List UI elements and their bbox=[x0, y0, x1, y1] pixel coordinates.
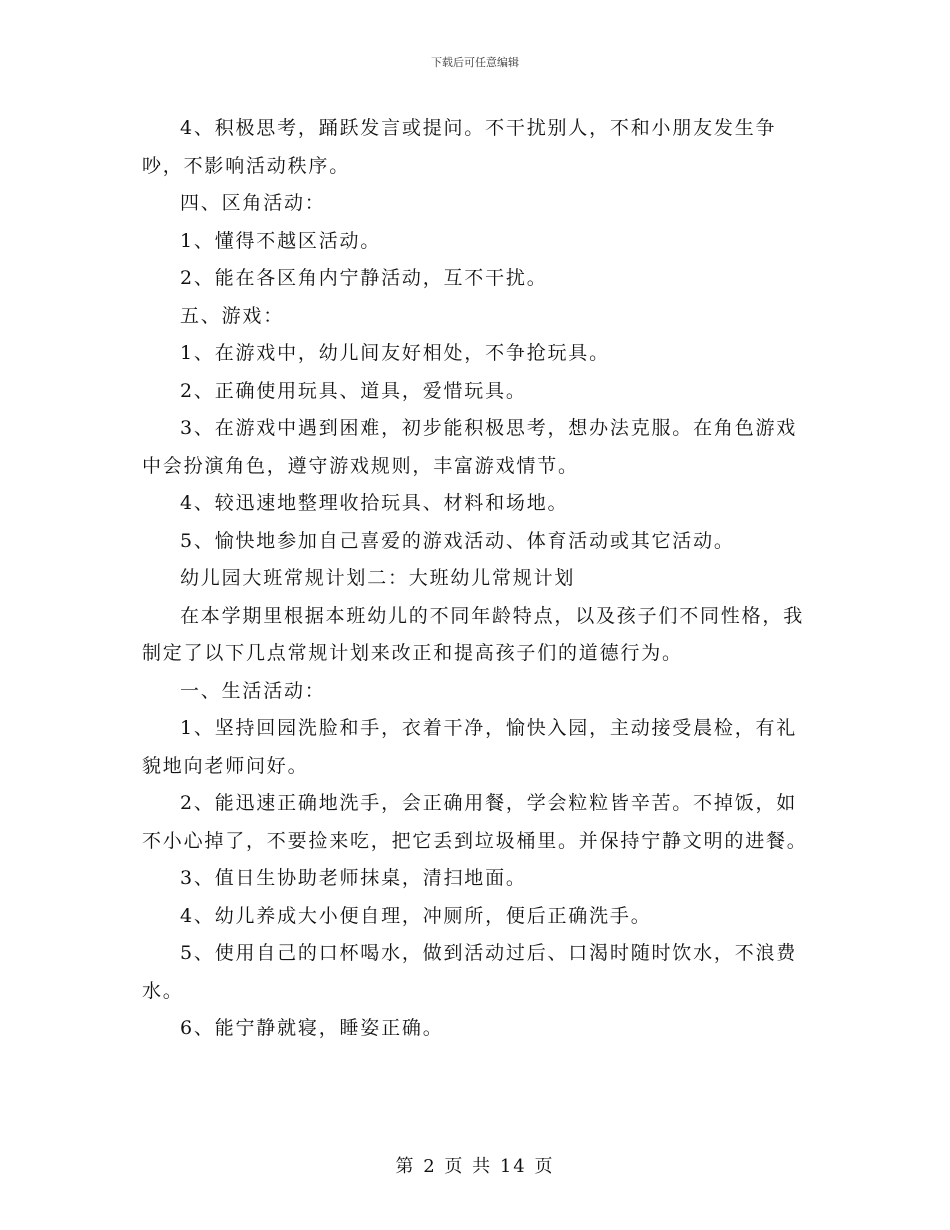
paragraph: 4、较迅速地整理收拾玩具、材料和场地。 bbox=[180, 492, 569, 514]
paragraph: 5、使用自己的口杯喝水，做到活动过后、口渴时随时饮水，不浪费水。 bbox=[142, 942, 798, 1002]
page-number: 第 2 页 共 14 页 bbox=[395, 1156, 555, 1177]
paragraph: 在本学期里根据本班幼儿的不同年龄特点，以及孩子们不同性格，我制定了以下几点常规计划来改正和提高孩子们的道德行为。 bbox=[142, 604, 805, 664]
paragraph: 1、在游戏中，幼儿间友好相处，不争抢玩具。 bbox=[180, 342, 610, 364]
paragraph: 4、幼儿养成大小便自理，冲厕所，便后正确洗手。 bbox=[180, 904, 652, 927]
paragraph: 5、愉快地参加自己喜爱的游戏活动、体育活动或其它活动。 bbox=[180, 529, 735, 552]
document-body bbox=[142, 110, 808, 1048]
paragraph: 1、坚持回园洗脸和手，衣着干净，愉快入园，主动接受晨检，有礼貌地向老师问好。 bbox=[142, 717, 798, 777]
paragraph: 2、正确使用玩具、道具，爱惜玩具。 bbox=[180, 379, 527, 402]
section-heading: 五、游戏： bbox=[180, 304, 285, 327]
plan-title: 幼儿园大班常规计划二：大班幼儿常规计划 bbox=[180, 567, 576, 589]
paragraph: 6、能宁静就寝，睡姿正确。 bbox=[180, 1017, 444, 1039]
paragraph: 4、积极思考，踊跃发言或提问。不干扰别人，不和小朋友发生争吵，不影响活动秩序。 bbox=[142, 117, 777, 177]
section-heading: 四、区角活动： bbox=[180, 192, 326, 214]
header-note: 下载后可任意编辑 bbox=[431, 56, 519, 69]
paragraph: 2、能在各区角内宁静活动，互不干扰。 bbox=[180, 267, 548, 289]
section-heading: 一、生活活动： bbox=[180, 679, 326, 702]
paragraph: 3、值日生协助老师抹桌，清扫地面。 bbox=[180, 867, 527, 889]
paragraph: 3、在游戏中遇到困难，初步能积极思考，想办法克服。在角色游戏中会扮演角色，遵守游戏规则，丰富游戏情节。 bbox=[142, 417, 798, 477]
paragraph: 2、能迅速正确地洗手，会正确用餐，学会粒粒皆辛苦。不掉饭，如不小心掉了，不要捡来吃，把它丢到垃圾桶里。并保持宁静文明的进餐。 bbox=[142, 792, 808, 852]
paragraph: 1、懂得不越区活动。 bbox=[180, 229, 382, 252]
